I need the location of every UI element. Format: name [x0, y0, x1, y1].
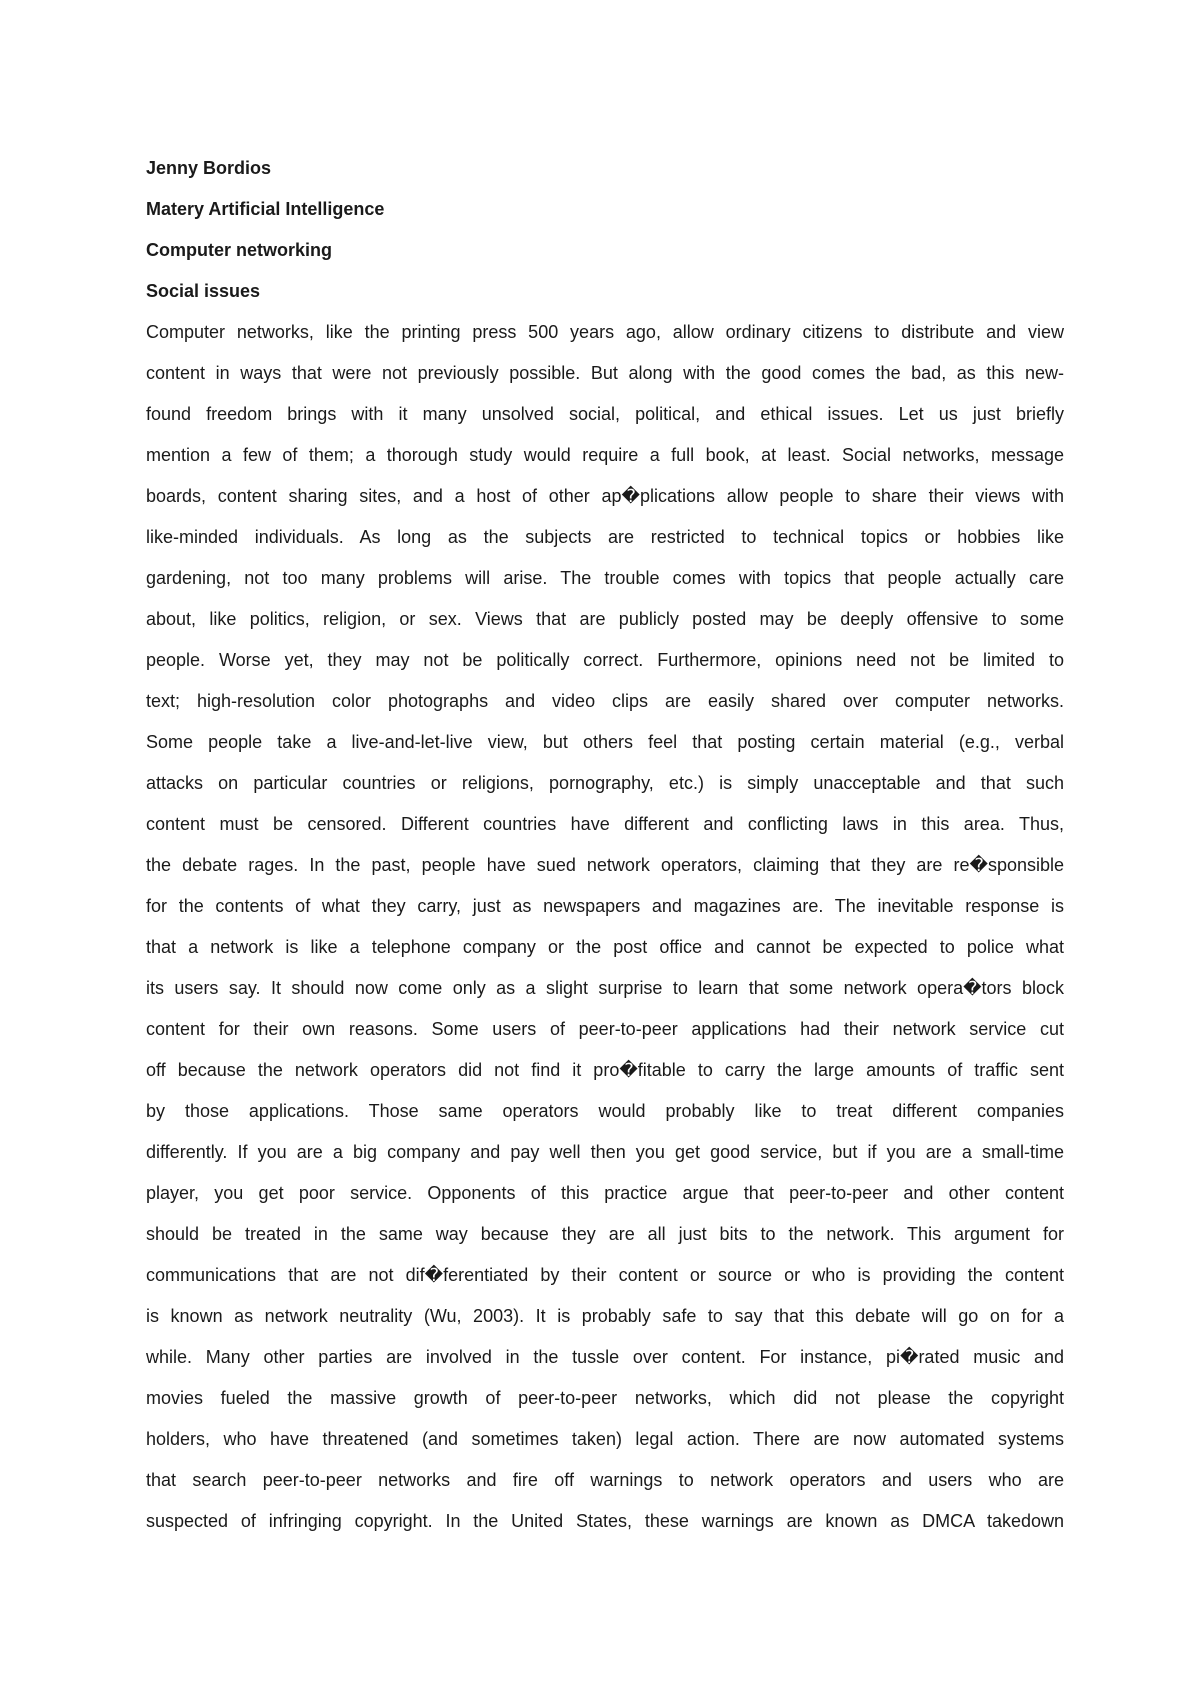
document-content [146, 148, 1064, 1542]
body-line: found freedom brings with it many unsolved social, political, and ethical issues. Let us just briefly [146, 404, 1064, 424]
body-line: should be treated in the same way because they are all just bits to the network. This argument for [146, 1224, 1064, 1244]
body-line: that search peer-to-peer networks and fire off warnings to network operators and users who are [146, 1470, 1064, 1490]
body-line: mention a few of them; a thorough study would require a full book, at least. Social networks, message [146, 445, 1064, 465]
subject-name: Computer networking [146, 240, 333, 260]
body-line: the debate rages. In the past, people have sued network operators, claiming that they are re�sponsible [146, 855, 1064, 875]
body-line: content in ways that were not previously possible. But along with the good comes the bad, as this new- [146, 363, 1064, 383]
body-line: differently. If you are a big company and pay well then you get good service, but if you are a small-time [146, 1142, 1064, 1162]
body-line: Computer networks, like the printing press 500 years ago, allow ordinary citizens to distribute and view [146, 322, 1064, 342]
body-line: its users say. It should now come only as a slight surprise to learn that some network opera�tors block [146, 978, 1064, 998]
body-line: content for their own reasons. Some users of peer-to-peer applications had their network service cut [146, 1019, 1064, 1039]
body-line: player, you get poor service. Opponents of this practice argue that peer-to-peer and other content [146, 1183, 1064, 1203]
course-name: Matery Artificial Intelligence [146, 199, 385, 219]
body-line: attacks on particular countries or religions, pornography, etc.) is simply unacceptable and that such [146, 773, 1064, 793]
body-line: text; high-resolution color photographs and video clips are easily shared over computer networks. [146, 691, 1064, 711]
section-title: Social issues [146, 281, 261, 301]
body-line: for the contents of what they carry, just as newspapers and magazines are. The inevitable response is [146, 896, 1064, 916]
body-line: people. Worse yet, they may not be politically correct. Furthermore, opinions need not be limited to [146, 650, 1064, 670]
body-line: is known as network neutrality (Wu, 2003). It is probably safe to say that this debate will go on for a [146, 1306, 1064, 1326]
body-paragraph [146, 312, 1064, 1542]
author-name: Jenny Bordios [146, 158, 272, 178]
body-line: communications that are not dif�ferentiated by their content or source or who is providing the content [146, 1265, 1064, 1285]
body-line: Some people take a live-and-let-live view, but others feel that posting certain material (e.g., verbal [146, 732, 1064, 752]
body-line: content must be censored. Different countries have different and conflicting laws in this area. Thus, [146, 814, 1064, 834]
body-line: by those applications. Those same operators would probably like to treat different companies [146, 1101, 1064, 1121]
body-line: boards, content sharing sites, and a host of other ap�plications allow people to share their views with [146, 486, 1064, 506]
body-line: about, like politics, religion, or sex. Views that are publicly posted may be deeply offensive to some [146, 609, 1064, 629]
body-line: suspected of infringing copyright. In the United States, these warnings are known as DMCA takedown [146, 1511, 1064, 1531]
body-line: like-minded individuals. As long as the subjects are restricted to technical topics or hobbies like [146, 527, 1064, 547]
body-line: while. Many other parties are involved in the tussle over content. For instance, pi�rated music and [146, 1347, 1064, 1367]
body-line: movies fueled the massive growth of peer-to-peer networks, which did not please the copyright [146, 1388, 1064, 1408]
body-line: off because the network operators did not find it pro�fitable to carry the large amounts of traffic sent [146, 1060, 1064, 1080]
body-line: gardening, not too many problems will arise. The trouble comes with topics that people actually care [146, 568, 1064, 588]
body-line: that a network is like a telephone company or the post office and cannot be expected to police what [146, 937, 1064, 957]
body-line: holders, who have threatened (and sometimes taken) legal action. There are now automated systems [146, 1429, 1064, 1449]
